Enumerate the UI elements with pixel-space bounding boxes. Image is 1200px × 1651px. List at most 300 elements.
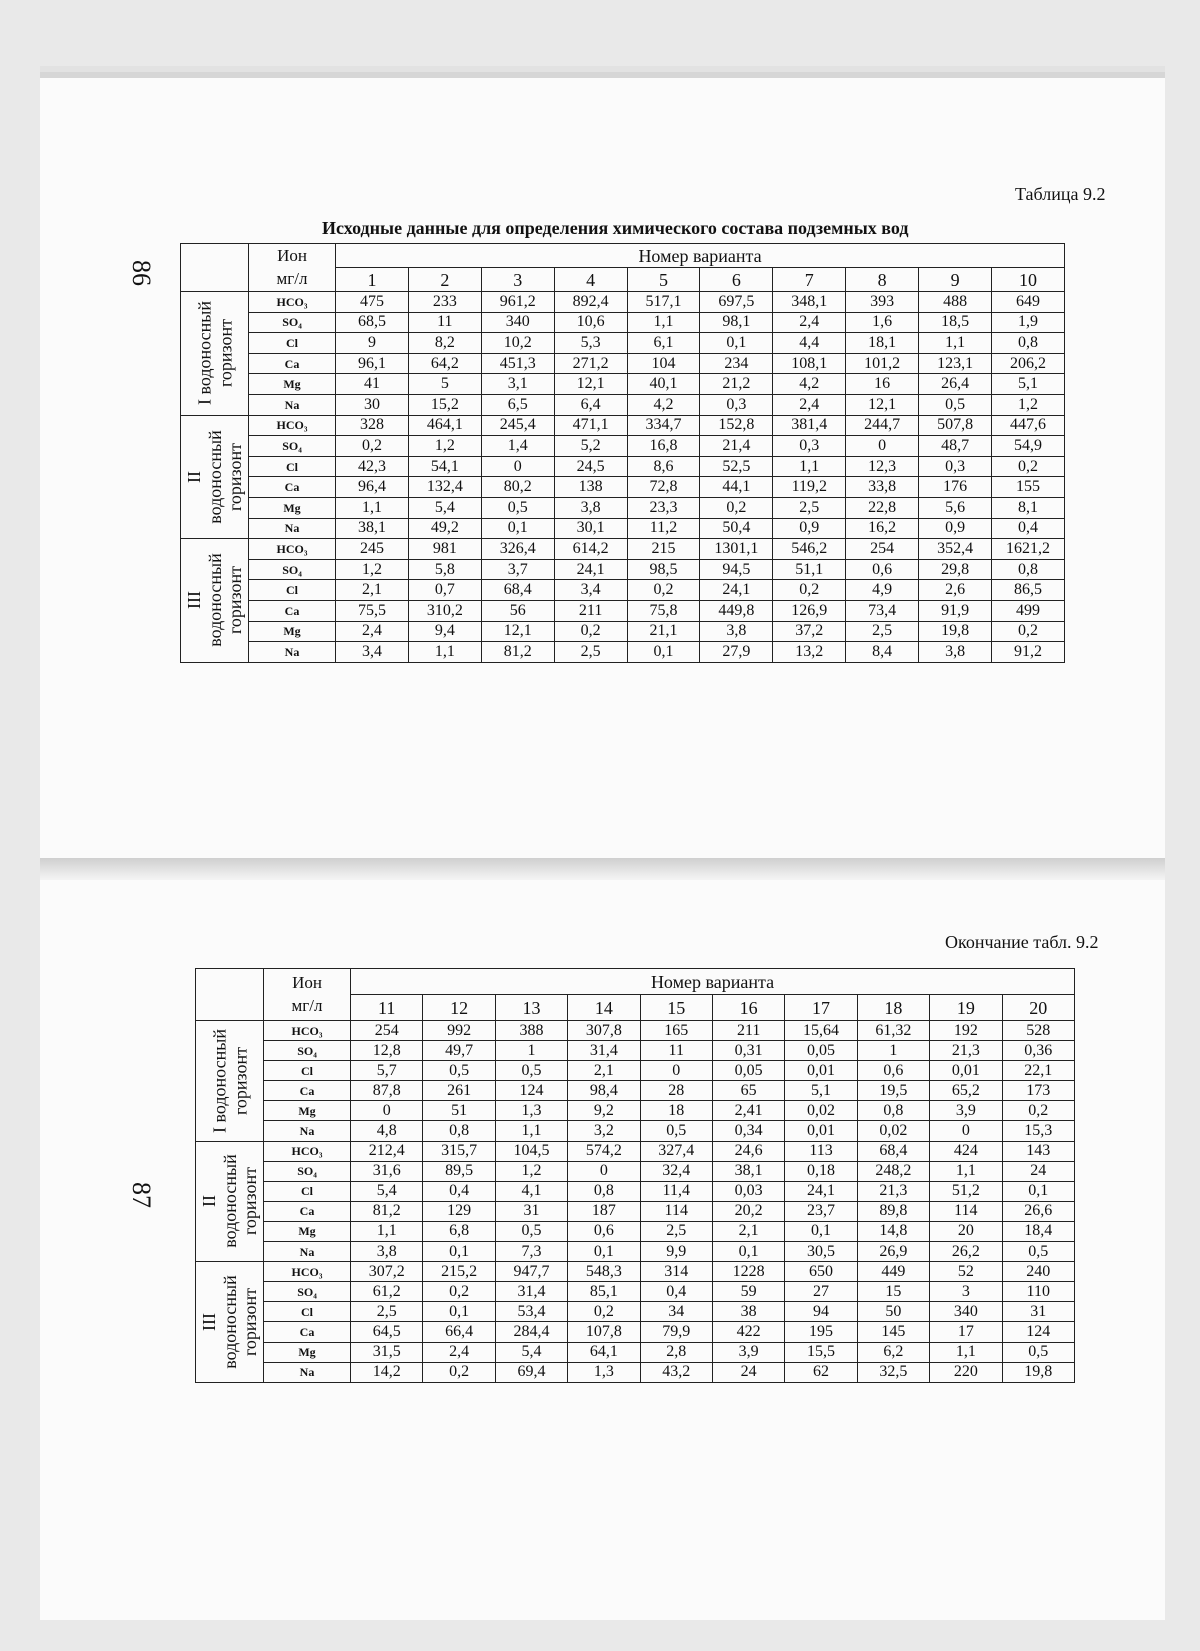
value-cell: 0,2 bbox=[554, 621, 627, 642]
value-cell: 91,2 bbox=[992, 642, 1065, 663]
ion-name: Cl bbox=[249, 333, 336, 354]
value-cell: 352,4 bbox=[919, 539, 992, 560]
value-cell: 254 bbox=[846, 539, 919, 560]
value-cell: 15,64 bbox=[785, 1021, 857, 1041]
value-cell: 381,4 bbox=[773, 415, 846, 436]
value-cell: 143 bbox=[1002, 1141, 1074, 1161]
ion-name: SO₄ bbox=[249, 312, 336, 333]
value-cell: 12,1 bbox=[554, 374, 627, 395]
horizon-label: I водоносный горизонт bbox=[208, 1028, 250, 1133]
ion-name: Ca bbox=[249, 477, 336, 498]
value-cell: 9 bbox=[336, 333, 409, 354]
horizon-label-cell bbox=[196, 1141, 264, 1262]
value-cell: 0,8 bbox=[992, 559, 1065, 580]
value-cell: 4,2 bbox=[773, 374, 846, 395]
value-cell: 284,4 bbox=[495, 1322, 567, 1342]
header-row bbox=[181, 244, 1065, 268]
value-cell: 5,2 bbox=[554, 436, 627, 457]
ion-unit-header: Ион мг/л bbox=[264, 969, 351, 1021]
value-cell: 574,2 bbox=[568, 1141, 640, 1161]
ion-name: Na bbox=[264, 1121, 351, 1141]
value-cell: 94,5 bbox=[700, 559, 773, 580]
value-cell: 348,1 bbox=[773, 292, 846, 313]
value-cell: 3,8 bbox=[351, 1242, 423, 1262]
value-cell: 173 bbox=[1002, 1081, 1074, 1101]
value-cell: 18,1 bbox=[846, 333, 919, 354]
variant-number: 9 bbox=[919, 268, 992, 292]
value-cell: 101,2 bbox=[846, 353, 919, 374]
value-cell: 244,7 bbox=[846, 415, 919, 436]
value-cell: 5,3 bbox=[554, 333, 627, 354]
value-cell: 649 bbox=[992, 292, 1065, 313]
page-number: 87 bbox=[127, 1182, 156, 1208]
value-cell: 326,4 bbox=[481, 539, 554, 560]
value-cell: 91,9 bbox=[919, 600, 992, 621]
table-row bbox=[181, 456, 1065, 477]
value-cell: 59 bbox=[712, 1282, 784, 1302]
value-cell: 53,4 bbox=[495, 1302, 567, 1322]
value-cell: 947,7 bbox=[495, 1262, 567, 1282]
value-cell: 499 bbox=[992, 600, 1065, 621]
ion-name: Ca bbox=[249, 600, 336, 621]
value-cell: 650 bbox=[785, 1262, 857, 1282]
value-cell: 0 bbox=[351, 1101, 423, 1121]
value-cell: 12,1 bbox=[846, 394, 919, 415]
value-cell: 3,1 bbox=[481, 374, 554, 395]
table-row bbox=[196, 1201, 1075, 1221]
value-cell: 0 bbox=[930, 1121, 1002, 1141]
value-cell: 113 bbox=[785, 1141, 857, 1161]
value-cell: 52,5 bbox=[700, 456, 773, 477]
value-cell: 0,34 bbox=[712, 1121, 784, 1141]
table-row bbox=[196, 1221, 1075, 1241]
value-cell: 0,2 bbox=[568, 1302, 640, 1322]
value-cell: 0,02 bbox=[785, 1101, 857, 1121]
value-cell: 165 bbox=[640, 1021, 712, 1041]
value-cell: 0,3 bbox=[773, 436, 846, 457]
variant-number-header: Номер варианта bbox=[336, 244, 1065, 268]
variant-number: 12 bbox=[423, 995, 495, 1021]
value-cell: 9,9 bbox=[640, 1242, 712, 1262]
value-cell: 22,1 bbox=[1002, 1061, 1074, 1081]
variant-number: 11 bbox=[351, 995, 423, 1021]
value-cell: 26,6 bbox=[1002, 1201, 1074, 1221]
value-cell: 34 bbox=[640, 1302, 712, 1322]
value-cell: 2,8 bbox=[640, 1342, 712, 1362]
value-cell: 10,2 bbox=[481, 333, 554, 354]
value-cell: 155 bbox=[992, 477, 1065, 498]
value-cell: 992 bbox=[423, 1021, 495, 1041]
value-cell: 38 bbox=[712, 1302, 784, 1322]
value-cell: 195 bbox=[785, 1322, 857, 1342]
value-cell: 507,8 bbox=[919, 415, 992, 436]
page-number: 86 bbox=[127, 260, 156, 286]
ion-name: Cl bbox=[264, 1302, 351, 1322]
value-cell: 27 bbox=[785, 1282, 857, 1302]
value-cell: 981 bbox=[408, 539, 481, 560]
value-cell: 85,1 bbox=[568, 1282, 640, 1302]
chem-table-variants-1-10 bbox=[180, 243, 1065, 663]
value-cell: 211 bbox=[554, 600, 627, 621]
table-row bbox=[196, 1181, 1075, 1201]
value-cell: 1621,2 bbox=[992, 539, 1065, 560]
value-cell: 464,1 bbox=[408, 415, 481, 436]
value-cell: 0,2 bbox=[627, 580, 700, 601]
value-cell: 475 bbox=[336, 292, 409, 313]
value-cell: 192 bbox=[930, 1021, 1002, 1041]
value-cell: 0 bbox=[481, 456, 554, 477]
value-cell: 19,5 bbox=[857, 1081, 929, 1101]
value-cell: 81,2 bbox=[351, 1201, 423, 1221]
value-cell: 8,2 bbox=[408, 333, 481, 354]
value-cell: 61,2 bbox=[351, 1282, 423, 1302]
value-cell: 31,5 bbox=[351, 1342, 423, 1362]
table-row bbox=[196, 1362, 1075, 1382]
value-cell: 98,4 bbox=[568, 1081, 640, 1101]
table-title: Исходные данные для определения химического состава подземных вод bbox=[322, 218, 909, 238]
value-cell: 451,3 bbox=[481, 353, 554, 374]
table-row bbox=[196, 1101, 1075, 1121]
table-row bbox=[181, 415, 1065, 436]
value-cell: 0,02 bbox=[857, 1121, 929, 1141]
value-cell: 233 bbox=[408, 292, 481, 313]
table-caption: Окончание табл. 9.2 bbox=[945, 932, 1099, 952]
value-cell: 4,4 bbox=[773, 333, 846, 354]
ion-name: SO₄ bbox=[264, 1161, 351, 1181]
table-row bbox=[181, 436, 1065, 457]
value-cell: 11 bbox=[408, 312, 481, 333]
value-cell: 86,5 bbox=[992, 580, 1065, 601]
value-cell: 21,3 bbox=[857, 1181, 929, 1201]
value-cell: 124 bbox=[1002, 1322, 1074, 1342]
value-cell: 15,3 bbox=[1002, 1121, 1074, 1141]
value-cell: 11,4 bbox=[640, 1181, 712, 1201]
horizon-label-cell bbox=[181, 539, 249, 663]
value-cell: 14,2 bbox=[351, 1362, 423, 1382]
value-cell: 44,1 bbox=[700, 477, 773, 498]
value-cell: 0,1 bbox=[481, 518, 554, 539]
value-cell: 16,8 bbox=[627, 436, 700, 457]
horizon-label: II водоносный горизонт bbox=[183, 430, 245, 524]
value-cell: 6,8 bbox=[423, 1221, 495, 1241]
value-cell: 215,2 bbox=[423, 1262, 495, 1282]
table-row bbox=[196, 1342, 1075, 1362]
ion-name: Na bbox=[264, 1242, 351, 1262]
value-cell: 79,9 bbox=[640, 1322, 712, 1342]
ion-name: Na bbox=[264, 1362, 351, 1382]
value-cell: 26,2 bbox=[930, 1242, 1002, 1262]
value-cell: 17 bbox=[930, 1322, 1002, 1342]
ion-unit-header: Ион мг/л bbox=[249, 244, 336, 292]
value-cell: 0,5 bbox=[495, 1221, 567, 1241]
value-cell: 50,4 bbox=[700, 518, 773, 539]
value-cell: 0,01 bbox=[785, 1061, 857, 1081]
value-cell: 0,31 bbox=[712, 1041, 784, 1061]
value-cell: 1,1 bbox=[336, 497, 409, 518]
table-row bbox=[196, 1141, 1075, 1161]
table-caption: Таблица 9.2 bbox=[1015, 184, 1106, 204]
value-cell: 32,5 bbox=[857, 1362, 929, 1382]
value-cell: 0,1 bbox=[627, 642, 700, 663]
horizon-label: II водоносный горизонт bbox=[198, 1154, 260, 1249]
value-cell: 18 bbox=[640, 1101, 712, 1121]
value-cell: 114 bbox=[930, 1201, 1002, 1221]
value-cell: 0,2 bbox=[423, 1282, 495, 1302]
value-cell: 24,1 bbox=[700, 580, 773, 601]
value-cell: 388 bbox=[495, 1021, 567, 1041]
value-cell: 0,1 bbox=[1002, 1181, 1074, 1201]
value-cell: 0,5 bbox=[1002, 1342, 1074, 1362]
horizon-label: III водоносный горизонт bbox=[198, 1275, 260, 1369]
value-cell: 327,4 bbox=[640, 1141, 712, 1161]
value-cell: 64,2 bbox=[408, 353, 481, 374]
value-cell: 6,5 bbox=[481, 394, 554, 415]
value-cell: 328 bbox=[336, 415, 409, 436]
value-cell: 110 bbox=[1002, 1282, 1074, 1302]
value-cell: 119,2 bbox=[773, 477, 846, 498]
value-cell: 2,5 bbox=[351, 1302, 423, 1322]
value-cell: 21,1 bbox=[627, 621, 700, 642]
value-cell: 11 bbox=[640, 1041, 712, 1061]
value-cell: 2,1 bbox=[568, 1061, 640, 1081]
page-87 bbox=[40, 880, 1165, 1620]
value-cell: 548,3 bbox=[568, 1262, 640, 1282]
variant-number: 18 bbox=[857, 995, 929, 1021]
value-cell: 892,4 bbox=[554, 292, 627, 313]
value-cell: 3,8 bbox=[919, 642, 992, 663]
value-cell: 2,1 bbox=[712, 1221, 784, 1241]
ion-name: Mg bbox=[264, 1342, 351, 1362]
value-cell: 80,2 bbox=[481, 477, 554, 498]
value-cell: 68,5 bbox=[336, 312, 409, 333]
ion-name: Mg bbox=[264, 1221, 351, 1241]
ion-name: HCO₃ bbox=[264, 1141, 351, 1161]
ion-name: Na bbox=[249, 394, 336, 415]
value-cell: 72,8 bbox=[627, 477, 700, 498]
value-cell: 0,4 bbox=[640, 1282, 712, 1302]
value-cell: 2,5 bbox=[554, 642, 627, 663]
value-cell: 1,1 bbox=[408, 642, 481, 663]
value-cell: 23,3 bbox=[627, 497, 700, 518]
value-cell: 43,2 bbox=[640, 1362, 712, 1382]
value-cell: 0 bbox=[846, 436, 919, 457]
value-cell: 1301,1 bbox=[700, 539, 773, 560]
value-cell: 49,2 bbox=[408, 518, 481, 539]
value-cell: 1,1 bbox=[627, 312, 700, 333]
value-cell: 2,4 bbox=[423, 1342, 495, 1362]
value-cell: 41 bbox=[336, 374, 409, 395]
value-cell: 2,5 bbox=[773, 497, 846, 518]
value-cell: 19,8 bbox=[919, 621, 992, 642]
horizon-label: III водоносный горизонт bbox=[183, 553, 245, 648]
value-cell: 0 bbox=[640, 1061, 712, 1081]
value-cell: 31,6 bbox=[351, 1161, 423, 1181]
value-cell: 68,4 bbox=[481, 580, 554, 601]
ion-name: SO₄ bbox=[249, 436, 336, 457]
value-cell: 107,8 bbox=[568, 1322, 640, 1342]
value-cell: 697,5 bbox=[700, 292, 773, 313]
value-cell: 64,5 bbox=[351, 1322, 423, 1342]
ion-name: Cl bbox=[249, 456, 336, 477]
value-cell: 15 bbox=[857, 1282, 929, 1302]
table-row bbox=[181, 559, 1065, 580]
value-cell: 4,9 bbox=[846, 580, 919, 601]
value-cell: 68,4 bbox=[857, 1141, 929, 1161]
value-cell: 215 bbox=[627, 539, 700, 560]
variant-number: 6 bbox=[700, 268, 773, 292]
value-cell: 31,4 bbox=[495, 1282, 567, 1302]
value-cell: 0,5 bbox=[640, 1121, 712, 1141]
value-cell: 1,6 bbox=[846, 312, 919, 333]
value-cell: 3,7 bbox=[481, 559, 554, 580]
value-cell: 138 bbox=[554, 477, 627, 498]
value-cell: 18,4 bbox=[1002, 1221, 1074, 1241]
table-row bbox=[196, 1322, 1075, 1342]
value-cell: 0,05 bbox=[785, 1041, 857, 1061]
variant-number: 5 bbox=[627, 268, 700, 292]
value-cell: 1,2 bbox=[992, 394, 1065, 415]
value-cell: 24,5 bbox=[554, 456, 627, 477]
value-cell: 2,5 bbox=[846, 621, 919, 642]
ion-name: Ca bbox=[249, 353, 336, 374]
value-cell: 271,2 bbox=[554, 353, 627, 374]
value-cell: 10,6 bbox=[554, 312, 627, 333]
value-cell: 0,1 bbox=[700, 333, 773, 354]
value-cell: 245 bbox=[336, 539, 409, 560]
value-cell: 16 bbox=[846, 374, 919, 395]
value-cell: 614,2 bbox=[554, 539, 627, 560]
table-row bbox=[181, 312, 1065, 333]
value-cell: 30,1 bbox=[554, 518, 627, 539]
value-cell: 3,2 bbox=[568, 1121, 640, 1141]
value-cell: 87,8 bbox=[351, 1081, 423, 1101]
ion-name: Mg bbox=[249, 374, 336, 395]
value-cell: 0,5 bbox=[919, 394, 992, 415]
value-cell: 3,9 bbox=[712, 1342, 784, 1362]
value-cell: 24 bbox=[1002, 1161, 1074, 1181]
value-cell: 89,5 bbox=[423, 1161, 495, 1181]
value-cell: 96,4 bbox=[336, 477, 409, 498]
value-cell: 75,5 bbox=[336, 600, 409, 621]
value-cell: 0,1 bbox=[712, 1242, 784, 1262]
table-row bbox=[196, 1041, 1075, 1061]
value-cell: 29,8 bbox=[919, 559, 992, 580]
value-cell: 240 bbox=[1002, 1262, 1074, 1282]
value-cell: 0,3 bbox=[700, 394, 773, 415]
value-cell: 5,7 bbox=[351, 1061, 423, 1081]
value-cell: 449 bbox=[857, 1262, 929, 1282]
value-cell: 1 bbox=[495, 1041, 567, 1061]
ion-name: SO₄ bbox=[249, 559, 336, 580]
value-cell: 5 bbox=[408, 374, 481, 395]
value-cell: 123,1 bbox=[919, 353, 992, 374]
value-cell: 81,2 bbox=[481, 642, 554, 663]
horizon-label-cell bbox=[181, 292, 249, 416]
value-cell: 49,7 bbox=[423, 1041, 495, 1061]
value-cell: 6,1 bbox=[627, 333, 700, 354]
value-cell: 54,1 bbox=[408, 456, 481, 477]
value-cell: 31 bbox=[495, 1201, 567, 1221]
value-cell: 61,32 bbox=[857, 1021, 929, 1041]
ion-name: Cl bbox=[264, 1181, 351, 1201]
table-row bbox=[196, 1021, 1075, 1041]
table-row bbox=[196, 1161, 1075, 1181]
value-cell: 0,2 bbox=[992, 621, 1065, 642]
value-cell: 0,2 bbox=[992, 456, 1065, 477]
ion-name: HCO₃ bbox=[264, 1021, 351, 1041]
value-cell: 73,4 bbox=[846, 600, 919, 621]
value-cell: 393 bbox=[846, 292, 919, 313]
value-cell: 1,4 bbox=[481, 436, 554, 457]
value-cell: 0,1 bbox=[423, 1242, 495, 1262]
value-cell: 0,8 bbox=[857, 1101, 929, 1121]
value-cell: 104,5 bbox=[495, 1141, 567, 1161]
value-cell: 5,1 bbox=[992, 374, 1065, 395]
horizon-label-cell bbox=[196, 1262, 264, 1383]
table-row bbox=[181, 518, 1065, 539]
value-cell: 1,1 bbox=[351, 1221, 423, 1241]
page-86 bbox=[40, 78, 1165, 868]
value-cell: 94 bbox=[785, 1302, 857, 1322]
table-row bbox=[181, 333, 1065, 354]
value-cell: 5,4 bbox=[495, 1342, 567, 1362]
value-cell: 0 bbox=[568, 1161, 640, 1181]
value-cell: 12,8 bbox=[351, 1041, 423, 1061]
value-cell: 0,8 bbox=[423, 1121, 495, 1141]
table-row bbox=[196, 1081, 1075, 1101]
value-cell: 4,2 bbox=[627, 394, 700, 415]
value-cell: 0,5 bbox=[1002, 1242, 1074, 1262]
value-cell: 6,4 bbox=[554, 394, 627, 415]
value-cell: 0,01 bbox=[930, 1061, 1002, 1081]
value-cell: 0,3 bbox=[919, 456, 992, 477]
value-cell: 0,1 bbox=[785, 1221, 857, 1241]
variant-number: 19 bbox=[930, 995, 1002, 1021]
variant-number: 2 bbox=[408, 268, 481, 292]
value-cell: 2,4 bbox=[773, 394, 846, 415]
table-row bbox=[181, 621, 1065, 642]
value-cell: 48,7 bbox=[919, 436, 992, 457]
value-cell: 449,8 bbox=[700, 600, 773, 621]
variant-number: 1 bbox=[336, 268, 409, 292]
horizon-label: I водоносный горизонт bbox=[193, 301, 235, 406]
value-cell: 24 bbox=[712, 1362, 784, 1382]
value-cell: 38,1 bbox=[712, 1161, 784, 1181]
value-cell: 2,1 bbox=[336, 580, 409, 601]
value-cell: 340 bbox=[481, 312, 554, 333]
value-cell: 488 bbox=[919, 292, 992, 313]
table-row bbox=[196, 1242, 1075, 1262]
value-cell: 0,2 bbox=[423, 1362, 495, 1382]
ion-name: Cl bbox=[264, 1061, 351, 1081]
value-cell: 65 bbox=[712, 1081, 784, 1101]
value-cell: 422 bbox=[712, 1322, 784, 1342]
value-cell: 212,4 bbox=[351, 1141, 423, 1161]
table-row bbox=[181, 353, 1065, 374]
value-cell: 340 bbox=[930, 1302, 1002, 1322]
value-cell: 66,4 bbox=[423, 1322, 495, 1342]
value-cell: 0,6 bbox=[846, 559, 919, 580]
value-cell: 30,5 bbox=[785, 1242, 857, 1262]
value-cell: 18,5 bbox=[919, 312, 992, 333]
value-cell: 471,1 bbox=[554, 415, 627, 436]
table-row bbox=[181, 580, 1065, 601]
table-row bbox=[196, 1282, 1075, 1302]
corner-cell bbox=[196, 969, 264, 1021]
value-cell: 4,1 bbox=[495, 1181, 567, 1201]
value-cell: 0,9 bbox=[919, 518, 992, 539]
variant-number: 14 bbox=[568, 995, 640, 1021]
